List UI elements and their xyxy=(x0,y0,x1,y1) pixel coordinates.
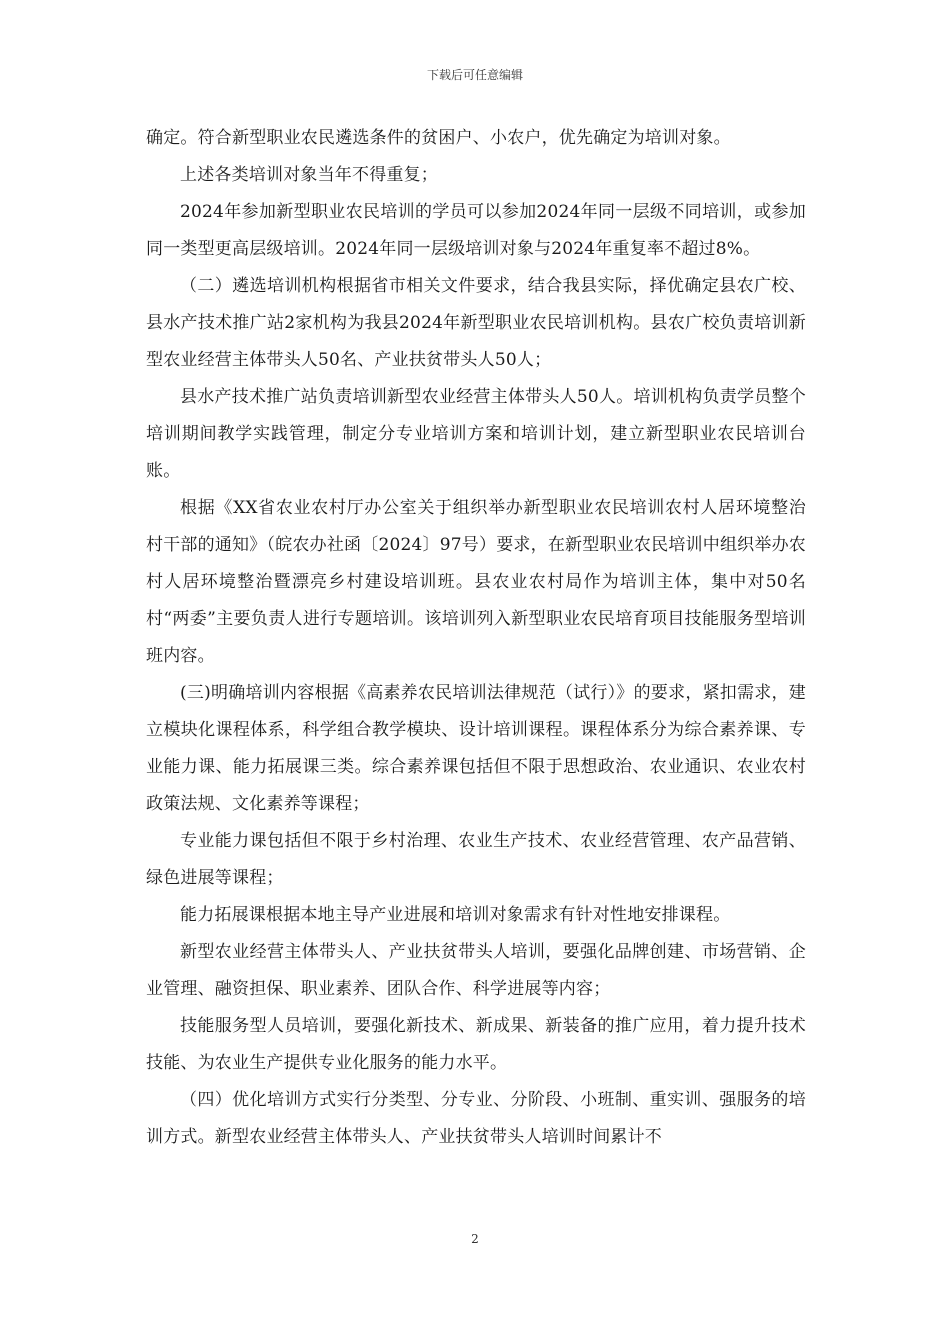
page-header: 下载后可任意编辑 xyxy=(426,68,523,82)
paragraph: （四）优化培训方式实行分类型、分专业、分阶段、小班制、重实训、强服务的培训方式。新型农业经营主体带头人、产业扶贫带头人培训时间累计不 xyxy=(146,1090,806,1147)
document-body xyxy=(146,120,806,1156)
paragraph: 技能服务型人员培训，要强化新技术、新成果、新装备的推广应用，着力提升技术技能、为农业生产提供专业化服务的能力水平。 xyxy=(146,1016,806,1073)
paragraph: 县水产技术推广站负责培训新型农业经营主体带头人50人。培训机构负责学员整个培训期间教学实践管理，制定分专业培训方案和培训计划，建立新型职业农民培训台账。 xyxy=(146,387,806,481)
paragraph: 能力拓展课根据本地主导产业进展和培训对象需求有针对性地安排课程。 xyxy=(180,905,731,925)
paragraph: 2024年参加新型职业农民培训的学员可以参加2024年同一层级不同培训，或参加同一类型更高层级培训。2024年同一层级培训对象与2024年重复率不超过8%。 xyxy=(146,202,806,259)
page-number: 2 xyxy=(471,1232,479,1246)
paragraph: 根据《XX省农业农村厅办公室关于组织举办新型职业农民培训农村人居环境整治村干部的通知》（皖农办社函〔2024〕97号）要求，在新型职业农民培训中组织举办农村人居环境整治暨漂亮乡村建设培训班。县农业农村局作为培训主体，集中对50名村“两委”主要负责人进行专题培训。该培训列入新型职业农民培育项目技能服务型培训班内容。 xyxy=(146,498,806,666)
paragraph: 专业能力课包括但不限于乡村治理、农业生产技术、农业经营管理、农产品营销、绿色进展等课程； xyxy=(146,831,806,888)
paragraph: 上述各类培训对象当年不得重复； xyxy=(180,165,438,185)
paragraph: （二）遴选培训机构根据省市相关文件要求，结合我县实际，择优确定县农广校、县水产技术推广站2家机构为我县2024年新型职业农民培训机构。县农广校负责培训新型农业经营主体带头人50名、产业扶贫带头人50人； xyxy=(146,276,806,370)
paragraph: 新型农业经营主体带头人、产业扶贫带头人培训，要强化品牌创建、市场营销、企业管理、融资担保、职业素养、团队合作、科学进展等内容； xyxy=(146,942,806,999)
paragraph: (三)明确培训内容根据《高素养农民培训法律规范（试行）》的要求，紧扣需求，建立模块化课程体系，科学组合教学模块、设计培训课程。课程体系分为综合素养课、专业能力课、能力拓展课三类。综合素养课包括但不限于思想政治、农业通识、农业农村政策法规、文化素养等课程； xyxy=(146,683,806,814)
paragraph: 确定。符合新型职业农民遴选条件的贫困户、小农户，优先确定为培训对象。 xyxy=(146,128,731,148)
